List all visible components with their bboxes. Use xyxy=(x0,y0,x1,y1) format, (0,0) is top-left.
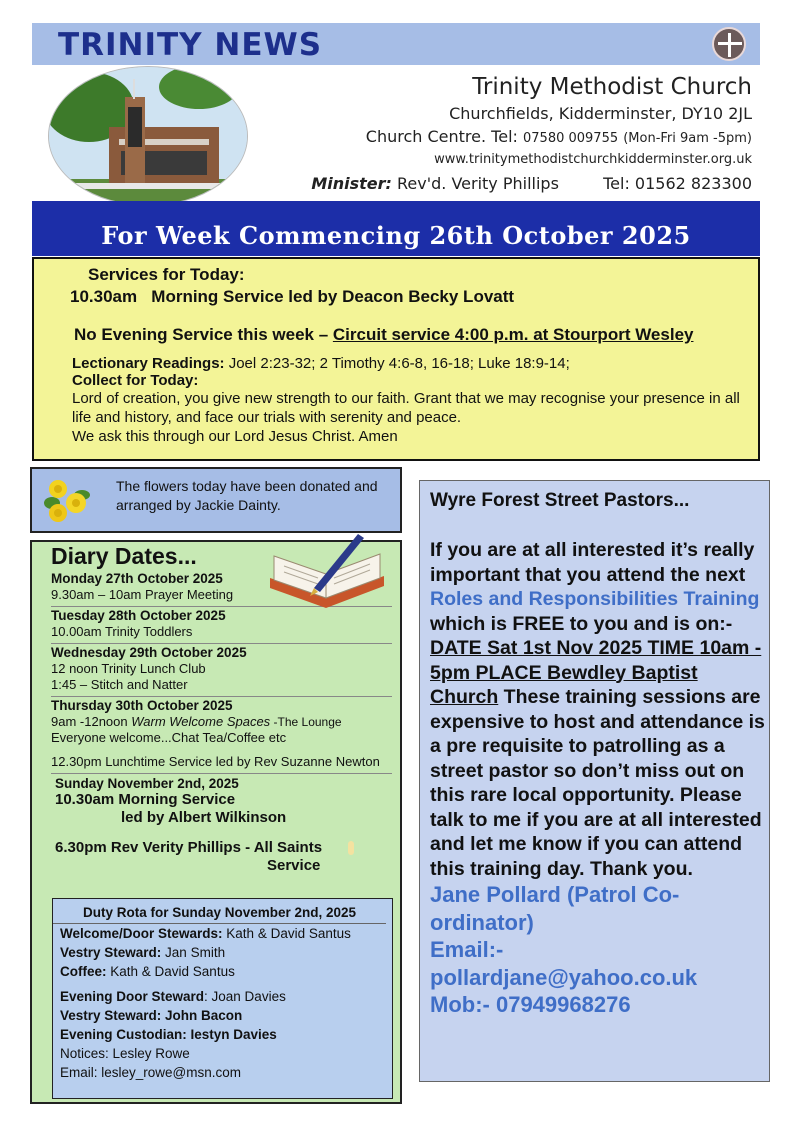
contact-name: Jane Pollard (Patrol Co-ordinator) xyxy=(430,882,680,935)
warm-welcome-spaces: Warm Welcome Spaces xyxy=(131,714,271,729)
week-title: For Week Commencing 26th October 2025 xyxy=(101,221,691,250)
contact-mobile: Mob:- 07949968276 xyxy=(430,992,631,1017)
rota-label: Welcome/Door Stewards: xyxy=(60,926,223,941)
open-book-pen-icon xyxy=(262,526,392,616)
rota-label: Vestry Steward: John Bacon xyxy=(60,1008,243,1023)
collect-text: Lord of creation, you give new strength to our faith. Grant that we may recognise your presence in all life and history, and face our trials with serenity and peace. xyxy=(72,390,740,426)
church-photo-icon xyxy=(49,67,248,206)
flowers-box xyxy=(30,467,402,533)
rota-row xyxy=(60,1025,392,1044)
evening-service-line xyxy=(74,325,758,345)
diary-entry-thursday xyxy=(51,697,392,774)
diary-line: 12.30pm Lunchtime Service led by Rev Suzanne Newton xyxy=(51,754,380,769)
week-band xyxy=(32,201,760,256)
church-centre-label: Church Centre. xyxy=(365,127,487,146)
diary-day: Wednesday 29th October 2025 xyxy=(51,645,247,660)
sunday-morning-1: 10.30am Morning Service xyxy=(55,791,236,808)
street-pastors-box xyxy=(419,480,770,1082)
church-centre-hours: (Mon-Fri 9am -5pm) xyxy=(623,131,752,146)
diary-line: Everyone welcome...Chat Tea/Coffee etc xyxy=(51,730,287,745)
rota-row xyxy=(60,987,392,1006)
pastors-body xyxy=(430,538,769,881)
rota-title: Duty Rota for Sunday November 2nd, 2025 xyxy=(53,903,386,924)
sunday-evening-2: Service xyxy=(267,857,321,874)
evening-service-prefix: No Evening Service this week – xyxy=(74,325,333,344)
rota-notices: Notices: Lesley Rowe xyxy=(60,1046,190,1061)
church-address: Churchfields, Kidderminster, DY10 2JL xyxy=(449,104,752,123)
sunday-evening-1 xyxy=(55,839,400,857)
diary-line: 1:45 – Stitch and Natter xyxy=(51,677,188,692)
diary-box xyxy=(30,540,402,1104)
newsletter-title: TRINITY NEWS xyxy=(58,27,323,63)
sunday-day-text: Sunday November 2nd, 2025 xyxy=(55,776,239,791)
sunday-evening-text: 6.30pm Rev Verity Phillips - All Saints xyxy=(55,839,323,856)
rota-row xyxy=(60,962,392,981)
church-photo xyxy=(48,66,248,206)
minister-label: Minister: xyxy=(311,174,392,193)
rota-label: Evening Custodian: Iestyn Davies xyxy=(60,1027,277,1042)
rota-value: : Joan Davies xyxy=(204,989,286,1004)
pastors-text: If you are at all interested it’s really important that you attend the next xyxy=(430,539,755,586)
sunday-services xyxy=(55,776,400,875)
rota-value: Jan Smith xyxy=(161,945,226,960)
diary-entry-wednesday xyxy=(51,644,392,697)
readings-text: Joel 2:23-32; 2 Timothy 4:6-8, 16-18; Luke 18:9-14; xyxy=(228,355,570,372)
pastors-contact xyxy=(430,881,769,1019)
yellow-roses-icon xyxy=(38,473,94,529)
services-box xyxy=(32,257,760,461)
sunday-day xyxy=(55,776,400,791)
church-header-info xyxy=(311,72,752,198)
candle-icon xyxy=(348,841,354,855)
pastors-title: Wyre Forest Street Pastors... xyxy=(430,490,690,511)
rota-row xyxy=(60,924,392,943)
masthead-banner xyxy=(32,23,760,65)
sunday-morning-2: led by Albert Wilkinson xyxy=(121,809,287,826)
duty-rota-box xyxy=(52,898,393,1099)
services-heading: Services for Today: xyxy=(88,265,245,284)
diary-title: Diary Dates... xyxy=(51,543,197,569)
rota-value: Kath & David Santus xyxy=(106,964,235,979)
rota-email[interactable]: Email: lesley_rowe@msn.com xyxy=(60,1065,242,1080)
methodist-cross-logo-icon xyxy=(712,27,746,61)
rota-row xyxy=(60,943,392,962)
lectionary-readings xyxy=(72,355,758,372)
the-lounge: -The Lounge xyxy=(270,715,342,729)
contact-email[interactable]: Email:- pollardjane@yahoo.co.uk xyxy=(430,937,698,990)
diary-time: 9am -12noon xyxy=(51,714,132,729)
pastors-text: These training sessions are expensive to host and attendance is a pre requisite to patrolling as a street pastor so don’t miss out on this rare local opportunity. Please talk to me if you are at all interested and let me know if you can attend this training day. Thank you. xyxy=(430,686,765,880)
minister-name: Rev'd. Verity Phillips xyxy=(397,174,559,193)
circuit-service-link: Circuit service 4:00 p.m. at Stourport Wesley xyxy=(332,325,694,344)
training-name: Roles and Responsibilities Training xyxy=(430,588,760,610)
church-name: Trinity Methodist Church xyxy=(472,74,752,100)
diary-line: 12 noon Trinity Lunch Club xyxy=(51,661,206,676)
minister-tel: Tel: 01562 823300 xyxy=(603,174,752,193)
minister-line xyxy=(311,170,752,198)
diary-day: Tuesday 28th October 2025 xyxy=(51,608,226,623)
church-centre-tel-label: Tel: xyxy=(491,127,518,146)
church-website[interactable]: www.trinitymethodistchurchkidderminster.org.uk xyxy=(434,152,752,167)
collect-heading: Collect for Today: xyxy=(72,372,199,389)
diary-line: 10.00am Trinity Toddlers xyxy=(51,624,193,639)
rota-label: Vestry Steward: xyxy=(60,945,162,960)
pastors-text: which is FREE to you and is on:- xyxy=(430,612,733,635)
diary-line xyxy=(51,714,392,730)
diary-day: Thursday 30th October 2025 xyxy=(51,698,233,713)
collect-close: We ask this through our Lord Jesus Christ. Amen xyxy=(72,428,398,445)
church-centre-line xyxy=(311,126,752,150)
training-details: DATE Sat 1st Nov 2025 TIME 10am - 5pm PLACE Bewdley Baptist Church xyxy=(430,637,762,708)
rota-label: Evening Door Steward xyxy=(60,989,205,1004)
rota-value: Kath & David Santus xyxy=(222,926,351,941)
rota-row xyxy=(60,1006,392,1025)
church-centre-tel: 07580 009755 xyxy=(523,131,619,146)
readings-label: Lectionary Readings: xyxy=(72,355,225,372)
flowers-text: The flowers today have been donated and arranged by Jackie Dainty. xyxy=(116,478,378,513)
morning-service: 10.30am Morning Service led by Deacon Becky Lovatt xyxy=(70,287,515,306)
diary-line: 9.30am – 10am Prayer Meeting xyxy=(51,587,234,602)
rota-label: Coffee: xyxy=(60,964,107,979)
diary-day: Monday 27th October 2025 xyxy=(51,571,223,586)
